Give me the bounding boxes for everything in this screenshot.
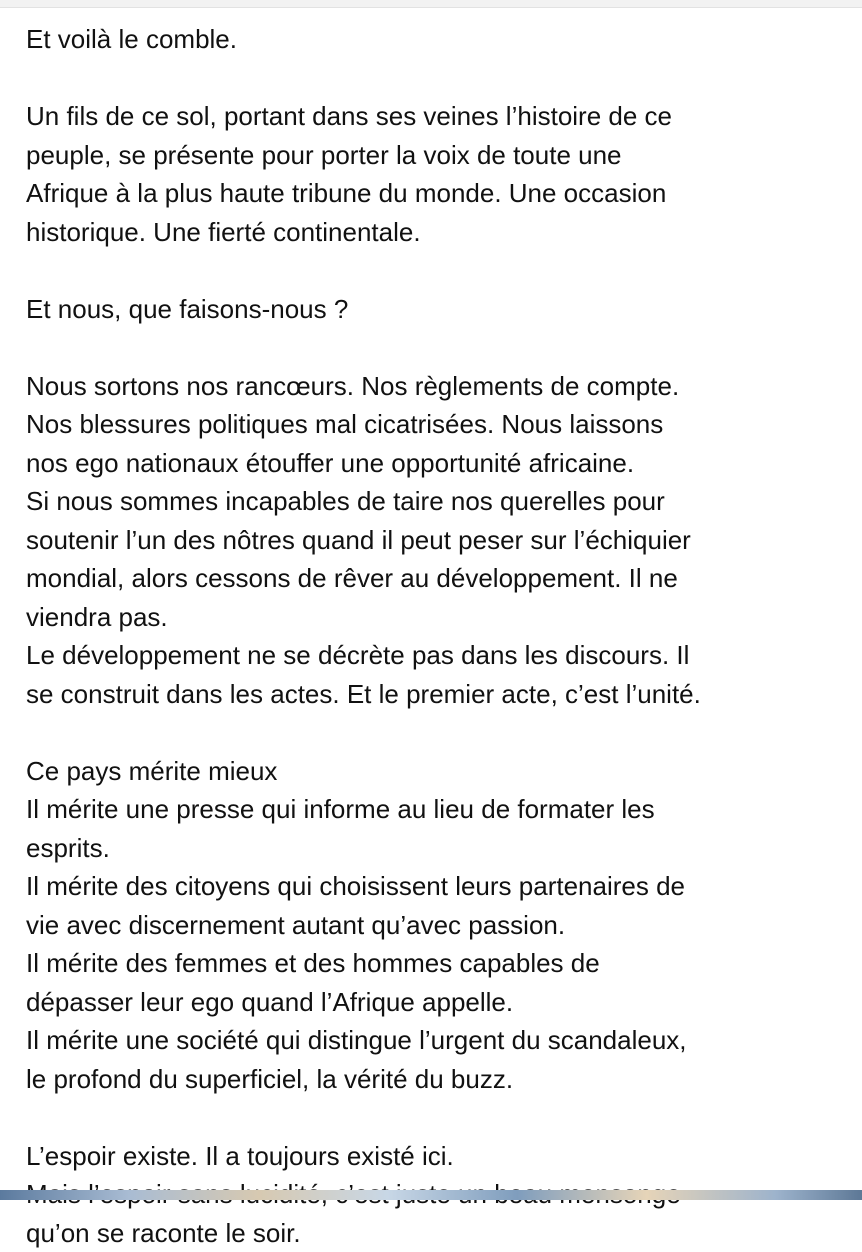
paragraph-gap (26, 1098, 846, 1137)
text-line: Et nous, que faisons-nous ? (26, 290, 846, 329)
text-line: Il mérite une presse qui informe au lieu de formater les (26, 790, 846, 829)
text-line: Il mérite des citoyens qui choisissent leurs partenaires de (26, 867, 846, 906)
text-line: mondial, alors cessons de rêver au développement. Il ne (26, 559, 846, 598)
text-line: Et voilà le comble. (26, 20, 846, 59)
text-line: peuple, se présente pour porter la voix de toute une (26, 136, 846, 175)
text-line: Il mérite des femmes et des hommes capables de (26, 944, 846, 983)
text-line: se construit dans les actes. Et le premier acte, c’est l’unité. (26, 675, 846, 714)
text-line: soutenir l’un des nôtres quand il peut peser sur l’échiquier (26, 521, 846, 560)
paragraph-gap (26, 328, 846, 367)
text-line: nos ego nationaux étouffer une opportunité africaine. (26, 444, 846, 483)
text-line: Afrique à la plus haute tribune du monde. Une occasion (26, 174, 846, 213)
text-line: historique. Une fierté continentale. (26, 213, 846, 252)
text-line: le profond du superficiel, la vérité du buzz. (26, 1060, 846, 1099)
paragraph-gap (26, 251, 846, 290)
bottom-image-strip (0, 1190, 862, 1200)
text-line: Si nous sommes incapables de taire nos querelles pour (26, 482, 846, 521)
text-line: Il mérite une société qui distingue l’urgent du scandaleux, (26, 1021, 846, 1060)
text-line: L’espoir existe. Il a toujours existé ici. (26, 1137, 846, 1176)
text-line: viendra pas. (26, 598, 846, 637)
paragraph-gap (26, 59, 846, 98)
text-line: qu’on se raconte le soir. (26, 1214, 846, 1252)
text-line: Le développement ne se décrète pas dans les discours. Il (26, 636, 846, 675)
post-text (26, 20, 846, 1252)
text-line: vie avec discernement autant qu’avec passion. (26, 906, 846, 945)
top-bar (0, 0, 862, 8)
text-line: Un fils de ce sol, portant dans ses veines l’histoire de ce (26, 97, 846, 136)
paragraph-gap (26, 713, 846, 752)
text-line: Ce pays mérite mieux (26, 752, 846, 791)
text-line: dépasser leur ego quand l’Afrique appelle. (26, 983, 846, 1022)
text-line: Nos blessures politiques mal cicatrisées. Nous laissons (26, 405, 846, 444)
text-line: esprits. (26, 829, 846, 868)
text-line: Nous sortons nos rancœurs. Nos règlements de compte. (26, 367, 846, 406)
